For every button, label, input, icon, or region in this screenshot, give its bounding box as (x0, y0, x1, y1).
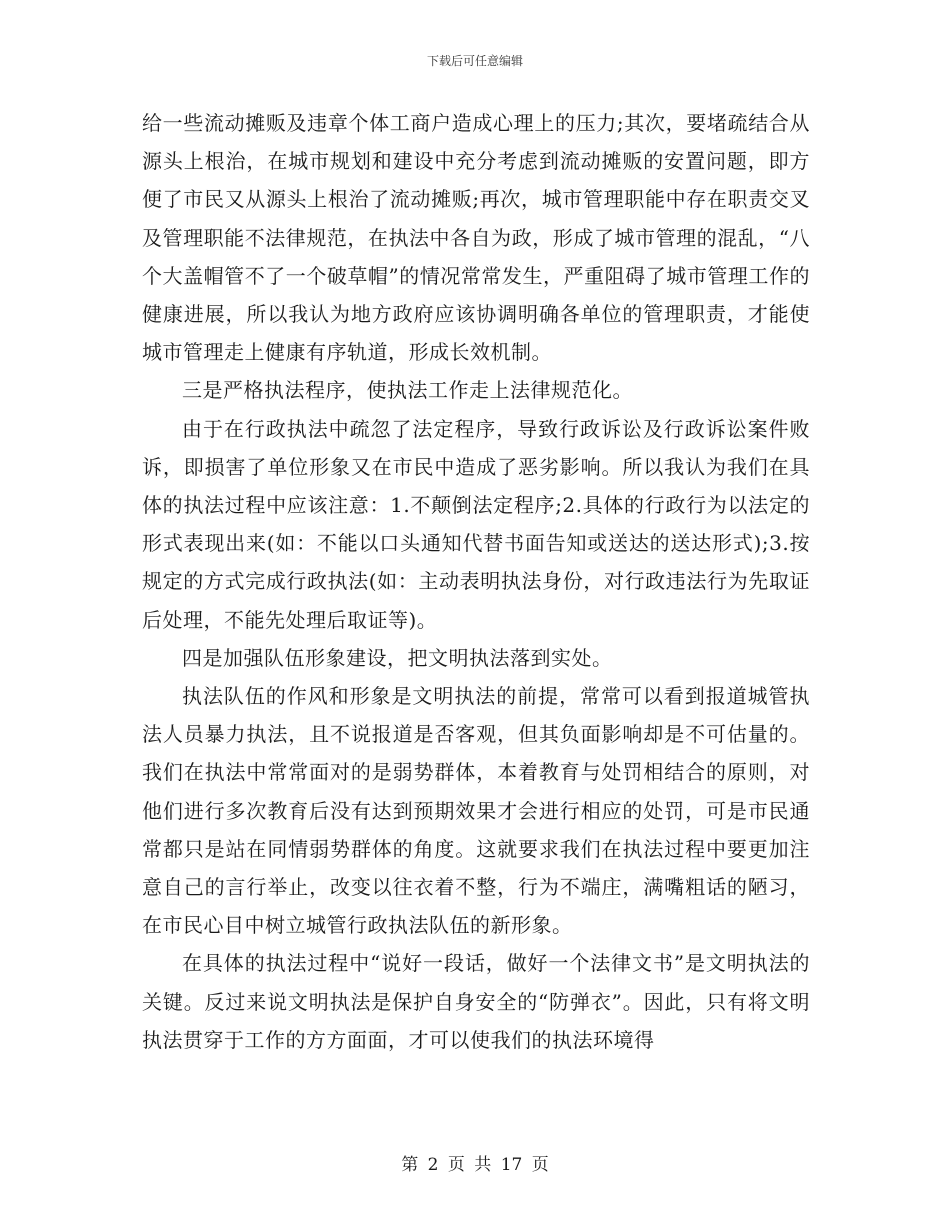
paragraph-1: 给一些流动摊贩及违章个体工商户造成心理上的压力;其次，要堵疏结合从源头上根治，在城市规划和建设中充分考虑到流动摊贩的安置问题，即方便了市民又从源头上根治了流动摊贩;再次，城市管理职能中存在职责交叉及管理职能不法律规范，在执法中各自为政，形成了城市管理的混乱，“八个大盖帽管不了一个破草帽”的情况常常发生，严重阻碍了城市管理工作的健康进展，所以我认为地方政府应该协调明确各单位的管理职责，才能使城市管理走上健康有序轨道，形成长效机制。 (142, 111, 810, 365)
paragraph-6: 在具体的执法过程中“说好一段话，做好一个法律文书”是文明执法的关键。反过来说文明执法是保护自身安全的“防弹衣”。因此，只有将文明执法贯穿于工作的方方面面，才可以使我们的执法环境得 (142, 951, 810, 1052)
page-number-footer: 第 2 页 共 17 页 (401, 1155, 549, 1175)
paragraph-3: 由于在行政执法中疏忽了法定程序，导致行政诉讼及行政诉讼案件败诉，即损害了单位形象又在市民中造成了恶劣影响。所以我认为我们在具体的执法过程中应该注意：1.不颠倒法定程序;2.具体的行政行为以法定的形式表现出来(如：不能以口头通知代替书面告知或送达的送达形式);3.按规定的方式完成行政执法(如：主动表明执法身份，对行政违法行为先取证后处理，不能先处理后取证等)。 (142, 416, 810, 632)
document-body (142, 104, 810, 1059)
paragraph-4-heading: 四是加强队伍形象建设，把文明执法落到实处。 (182, 645, 613, 670)
paragraph-2-heading: 三是严格执法程序，使执法工作走上法律规范化。 (182, 378, 633, 403)
paragraph-5: 执法队伍的作风和形象是文明执法的前提，常常可以看到报道城管执法人员暴力执法，且不说报道是否客观，但其负面影响却是不可估量的。我们在执法中常常面对的是弱势群体，本着教育与处罚相结合的原则，对他们进行多次教育后没有达到预期效果才会进行相应的处罚，可是市民通常都只是站在同情弱势群体的角度。这就要求我们在执法过程中要更加注意自己的言行举止，改变以往衣着不整，行为不端庄，满嘴粗话的陋习，在市民心目中树立城管行政执法队伍的新形象。 (142, 684, 810, 938)
page-header: 下载后可任意编辑 (426, 54, 523, 68)
